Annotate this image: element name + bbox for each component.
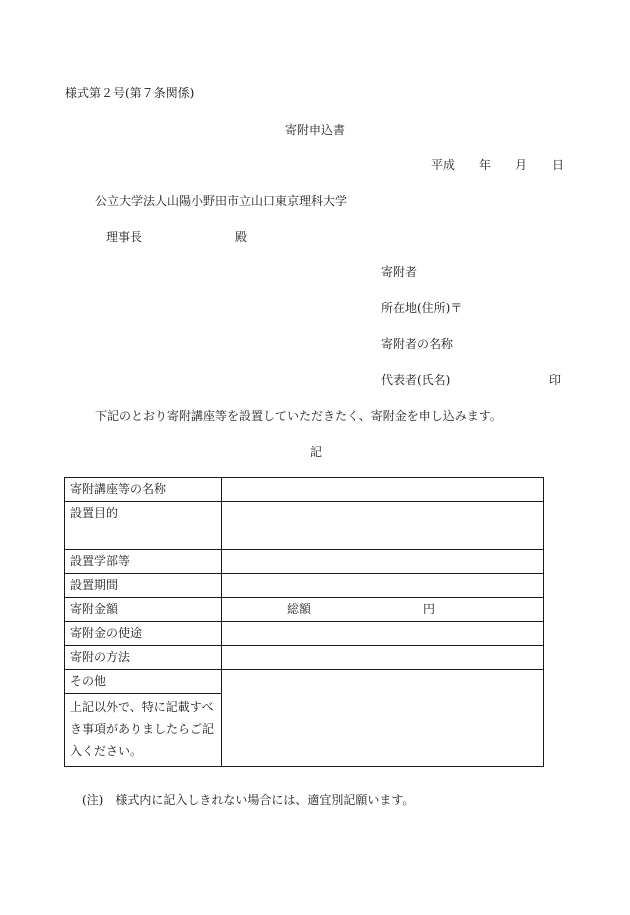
row-label-method: 寄附の方法 — [65, 646, 222, 670]
table-row — [65, 502, 544, 550]
form-id: 様式第２号(第７条関係) — [65, 86, 195, 100]
date-era: 平成 — [431, 158, 456, 172]
page-title: 寄附申込書 — [285, 123, 346, 137]
period-field[interactable] — [222, 574, 544, 598]
row-label-course-name: 寄附講座等の名称 — [65, 478, 222, 502]
table-row — [65, 646, 544, 670]
seal-mark: 印 — [549, 373, 562, 387]
usage-field[interactable] — [222, 622, 544, 646]
row-label-other: その他 — [65, 670, 222, 694]
course-name-field[interactable] — [222, 478, 544, 502]
row-label-faculty: 設置学部等 — [65, 550, 222, 574]
donation-details-table — [64, 477, 544, 767]
table-row — [65, 478, 544, 502]
purpose-field[interactable] — [222, 502, 544, 550]
statement: 下記のとおり寄附講座等を設置していただきたく、寄附金を申し込みます。 — [95, 409, 502, 423]
donor-address-label: 所在地(住所)〒 — [381, 301, 463, 315]
total-label: 総額 — [287, 602, 312, 616]
date-month: 月 — [515, 158, 528, 172]
row-label-other-note: 上記以外で、特に記載すべき事項がありましたらご記入ください。 — [65, 694, 222, 767]
table-row — [65, 670, 544, 694]
row-label-usage: 寄附金の使途 — [65, 622, 222, 646]
addressee-position: 理事長 — [106, 230, 143, 244]
ki-heading: 記 — [310, 445, 323, 459]
row-label-amount: 寄附金額 — [65, 598, 222, 622]
yen-label: 円 — [423, 602, 436, 616]
date-day: 日 — [552, 158, 565, 172]
table-row — [65, 550, 544, 574]
table-row — [65, 598, 544, 622]
addressee-organization: 公立大学法人山陽小野田市立山口東京理科大学 — [95, 194, 348, 208]
faculty-field[interactable] — [222, 550, 544, 574]
row-label-period: 設置期間 — [65, 574, 222, 598]
date-year: 年 — [479, 158, 492, 172]
method-field[interactable] — [222, 646, 544, 670]
table-row — [65, 622, 544, 646]
donor-rep-label: 代表者(氏名) — [381, 373, 451, 387]
note: (注) 様式内に記入しきれない場合には、適宜別記願います。 — [82, 793, 415, 807]
donor-name-label: 寄附者の名称 — [381, 337, 454, 351]
addressee-honorific: 殿 — [235, 230, 248, 244]
donor-heading: 寄附者 — [381, 265, 418, 279]
other-field[interactable] — [222, 670, 544, 767]
row-label-purpose: 設置目的 — [65, 502, 222, 550]
table-row — [65, 574, 544, 598]
amount-field[interactable] — [222, 598, 544, 622]
